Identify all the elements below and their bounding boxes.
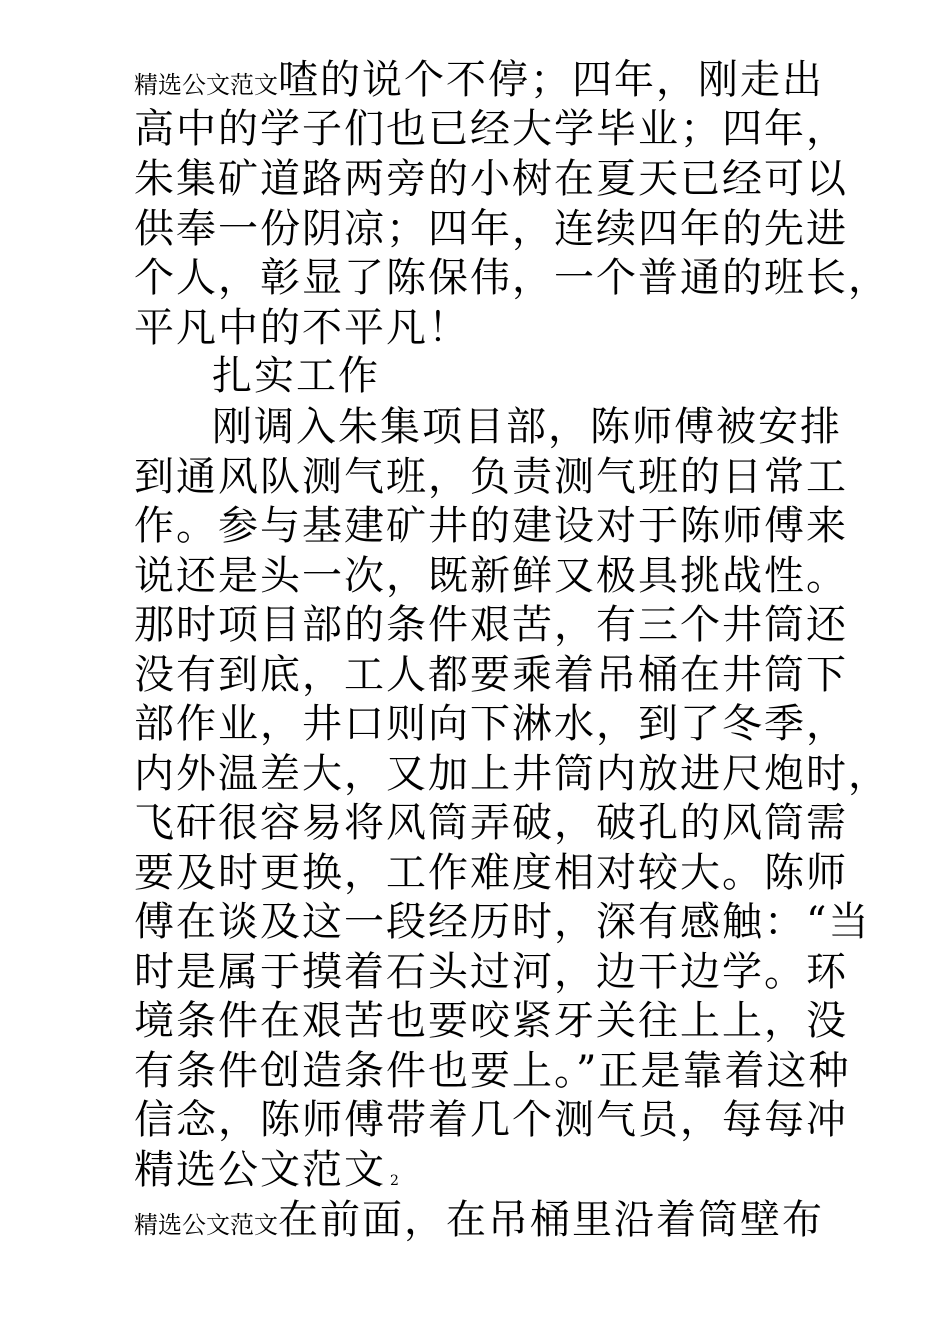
line-text: 在前面，在吊桶里沿着筒壁布 [278, 1197, 824, 1243]
text-line-14: 部作业，井口则向下淋水，到了冬季， [134, 701, 848, 747]
text-line-19: 时是属于摸着石头过河，边干边学。环 [134, 949, 848, 995]
text-line-22: 信念，陈师傅带着几个测气员，每每冲 [134, 1097, 848, 1143]
text-line-8: 刚调入朱集项目部，陈师傅被安排 [212, 404, 842, 450]
header-label: 精选公文范文 [134, 71, 278, 99]
page-number: 2 [390, 1173, 399, 1189]
section-heading: 扎实工作 [212, 353, 380, 399]
text-line-9: 到通风队测气班，负责测气班的日常工 [134, 454, 848, 500]
line-text: 喳的说个不停；四年，刚走出 [278, 57, 824, 103]
header-label-2: 精选公文范文 [134, 1211, 278, 1239]
text-line-12: 那时项目部的条件艰苦，有三个井筒还 [134, 602, 848, 648]
text-line-18: 傅在谈及这一段经历时，深有感触：“当 [134, 899, 871, 945]
text-line-4: 供奉一份阴凉；四年，连续四年的先进 [134, 206, 848, 252]
text-line-11: 说还是头一次，既新鲜又极具挑战性。 [134, 553, 848, 599]
text-line-10: 作。参与基建矿井的建设对于陈师傅来 [134, 503, 848, 549]
next-page-first-line [134, 1194, 824, 1251]
text-line-13: 没有到底，工人都要乘着吊桶在井筒下 [134, 652, 848, 698]
text-line-16: 飞矸很容易将风筒弄破，破孔的风筒需 [134, 800, 848, 846]
text-line-20: 境条件在艰苦也要咬紧牙关往上上，没 [134, 998, 848, 1044]
text-line-21: 有条件创造条件也要上。”正是靠着这种 [134, 1048, 851, 1094]
text-line-5: 个人，彰显了陈保伟，一个普通的班长， [134, 255, 890, 301]
text-line-3: 朱集矿道路两旁的小树在夏天已经可以 [134, 156, 848, 202]
text-line-2: 高中的学子们也已经大学毕业；四年， [134, 106, 848, 152]
footer-text: 精选公文范文 [134, 1147, 386, 1193]
text-line-15: 内外温差大，又加上井筒内放进尺炮时， [134, 751, 890, 797]
text-line-6: 平凡中的不平凡！ [134, 305, 470, 351]
text-line-17: 要及时更换，工作难度相对较大。陈师 [134, 850, 848, 896]
